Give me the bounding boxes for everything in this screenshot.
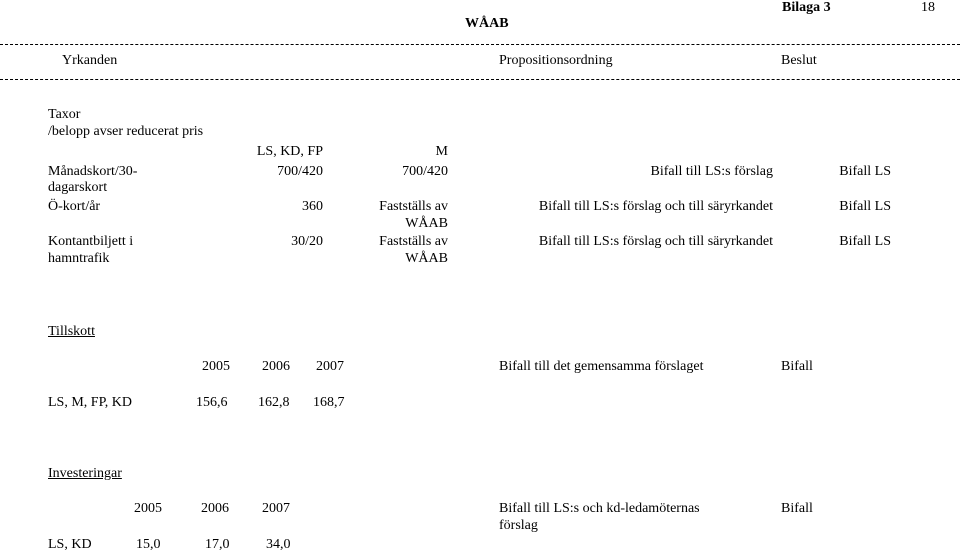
investeringar-value: 15,0 bbox=[136, 537, 161, 552]
investeringar-beslut: Bifall bbox=[781, 501, 813, 516]
taxor-row-lskdfp-value: 700/420 bbox=[277, 164, 323, 179]
taxor-row-label: Kontantbiljett i bbox=[48, 234, 134, 249]
tillskott-value: 156,6 bbox=[196, 395, 228, 410]
taxor-row-beslut: Bifall LS bbox=[839, 164, 891, 179]
taxor-row-label: Månadskort/30- bbox=[48, 164, 138, 179]
tillskott-row-label: LS, M, FP, KD bbox=[48, 395, 133, 410]
investeringar-row-label: LS, KD bbox=[48, 537, 92, 552]
taxor-row-proposition: Bifall till LS:s förslag och till säryrkandet bbox=[538, 234, 773, 249]
tillskott-year: 2006 bbox=[262, 359, 290, 374]
tillskott-value: 168,7 bbox=[313, 395, 345, 410]
taxor-row-label: Ö-kort/år bbox=[48, 199, 101, 214]
document-title: WÅAB bbox=[465, 16, 509, 31]
taxor-column-m: M bbox=[435, 144, 448, 159]
investeringar-year: 2005 bbox=[134, 501, 162, 516]
tillskott-beslut: Bifall bbox=[781, 359, 813, 374]
tillskott-year: 2005 bbox=[202, 359, 230, 374]
investeringar-year: 2006 bbox=[201, 501, 229, 516]
investeringar-heading: Investeringar bbox=[48, 466, 122, 481]
page-number: 18 bbox=[921, 0, 935, 15]
tillskott-value: 162,8 bbox=[258, 395, 290, 410]
investeringar-value: 34,0 bbox=[266, 537, 291, 552]
taxor-row-lskdfp-value: 360 bbox=[302, 199, 323, 214]
taxor-row-m-value: Fastställs av bbox=[379, 199, 448, 214]
bilaga-label: Bilaga 3 bbox=[782, 0, 831, 15]
taxor-row-label-cont: hamntrafik bbox=[48, 251, 110, 266]
taxor-heading: Taxor bbox=[48, 107, 81, 122]
taxor-row-beslut: Bifall LS bbox=[839, 199, 891, 214]
taxor-row-m-value: 700/420 bbox=[402, 164, 448, 179]
investeringar-year: 2007 bbox=[262, 501, 290, 516]
header-divider-top bbox=[0, 44, 960, 45]
taxor-subheading: /belopp avser reducerat pris bbox=[48, 124, 204, 139]
taxor-row-proposition: Bifall till LS:s förslag bbox=[650, 164, 773, 179]
taxor-row-m-value: Fastställs av bbox=[379, 234, 448, 249]
investeringar-proposition: Bifall till LS:s och kd-ledamöternas bbox=[499, 501, 700, 516]
taxor-row-proposition: Bifall till LS:s förslag och till säryrkandet bbox=[538, 199, 773, 214]
taxor-row-m-value-cont: WÅAB bbox=[405, 216, 448, 231]
column-header-beslut: Beslut bbox=[781, 53, 817, 68]
column-header-propositionsordning: Propositionsordning bbox=[499, 53, 613, 68]
header-divider-bottom bbox=[0, 79, 960, 80]
taxor-row-lskdfp-value: 30/20 bbox=[291, 234, 323, 249]
taxor-row-beslut: Bifall LS bbox=[839, 234, 891, 249]
tillskott-year: 2007 bbox=[316, 359, 344, 374]
column-header-yrkanden: Yrkanden bbox=[62, 53, 118, 68]
taxor-column-lskdfp: LS, KD, FP bbox=[256, 144, 323, 159]
taxor-row-label-cont: dagarskort bbox=[48, 180, 108, 195]
tillskott-heading: Tillskott bbox=[48, 324, 95, 339]
investeringar-proposition-cont: förslag bbox=[499, 518, 538, 533]
tillskott-proposition: Bifall till det gemensamma förslaget bbox=[499, 359, 704, 374]
taxor-row-m-value-cont: WÅAB bbox=[405, 251, 448, 266]
investeringar-value: 17,0 bbox=[205, 537, 230, 552]
